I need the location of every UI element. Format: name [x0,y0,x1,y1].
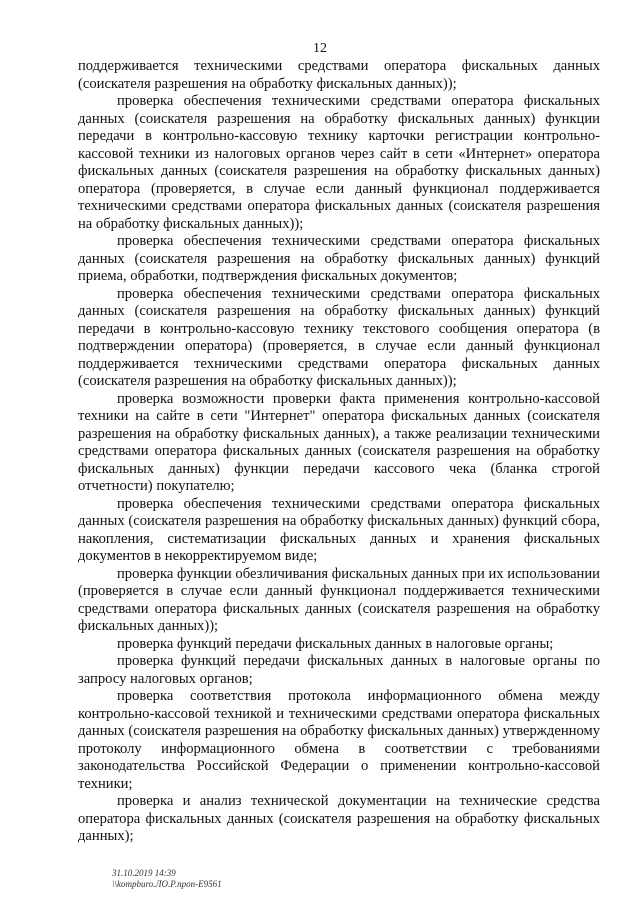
paragraph: проверка функций передачи фискальных данных в налоговые органы по запросу налоговых органов; [78,653,600,687]
paragraph: проверка и анализ технической документации на технические средства оператора фискальных данных (соискателя разрешения на обработку фискальных данных); [78,793,600,844]
page-number: 12 [313,41,327,56]
paragraph: проверка соответствия протокола информационного обмена между контрольно-кассовой техникой и техническими средствами оператора фискальных данных (соискателя разрешения на обработку фискальных данных) утвержденному протоколу информационного обмена в соответствии с требованиями законодательства Российской Федерации о применении контрольно-кассовой техники; [78,688,600,792]
document-body [78,58,600,846]
paragraph: проверка функций передачи фискальных данных в налоговые органы; [117,635,554,652]
paragraph: проверка обеспечения техническими средствами оператора фискальных данных (соискателя разрешения на обработку фискальных данных) функции передачи в контрольно-кассовую технику карточки регистрации контрольно-кассовой техники из налоговых органов через сайт в сети «Интернет» оператора фискальных данных (соискателя разрешения на обработку фискальных данных) оператора (проверяется, в случае если данный функционал поддерживается техническими средствами оператора фискальных данных (соискателя разрешения на обработку фискальных данных)); [78,93,600,232]
paragraph: проверка обеспечения техническими средствами оператора фискальных данных (соискателя разрешения на обработку фискальных данных) функций передачи в контрольно-кассовую технику текстового сообщения оператора (в подтверждении оператора) (проверяется, в случае если данный функционал поддерживается техническими средствами оператора фискальных данных (соискателя разрешения на обработку фискальных данных)); [78,285,600,389]
paragraph: проверка обеспечения техническими средствами оператора фискальных данных (соискателя разрешения на обработку фискальных данных) функций приема, обработки, подтверждения фискальных документов; [78,233,600,284]
paragraph: поддерживается техническими средствами оператора фискальных данных (соискателя разрешения на обработку фискальных данных)); [78,58,600,92]
footer-file-path: \\kompburo.ЛО.Р.проп-Е9561 [112,879,222,889]
paragraph: проверка функции обезличивания фискальных данных при их использовании (проверяется в случае если данный функционал поддерживается техническими средствами оператора фискальных данных (соискателя разрешения на обработку фискальных данных)); [78,565,600,634]
document-footer [112,868,222,890]
paragraph: проверка возможности проверки факта применения контрольно-кассовой техники на сайте в сети "Интернет" оператора фискальных данных (соискателя разрешения на обработку фискальных данных), а также реализации техническими средствами оператора фискальных данных (соискателя разрешения на обработку фискальных данных) функции передачи кассового чека (бланка строгой отчетности) покупателю; [78,390,600,494]
paragraph: проверка обеспечения техническими средствами оператора фискальных данных (соискателя разрешения на обработку фискальных данных) функций сбора, накопления, систематизации фискальных данных и хранения фискальных документов в некорректируемом виде; [78,495,600,564]
footer-timestamp: 31.10.2019 14:39 [112,868,176,878]
